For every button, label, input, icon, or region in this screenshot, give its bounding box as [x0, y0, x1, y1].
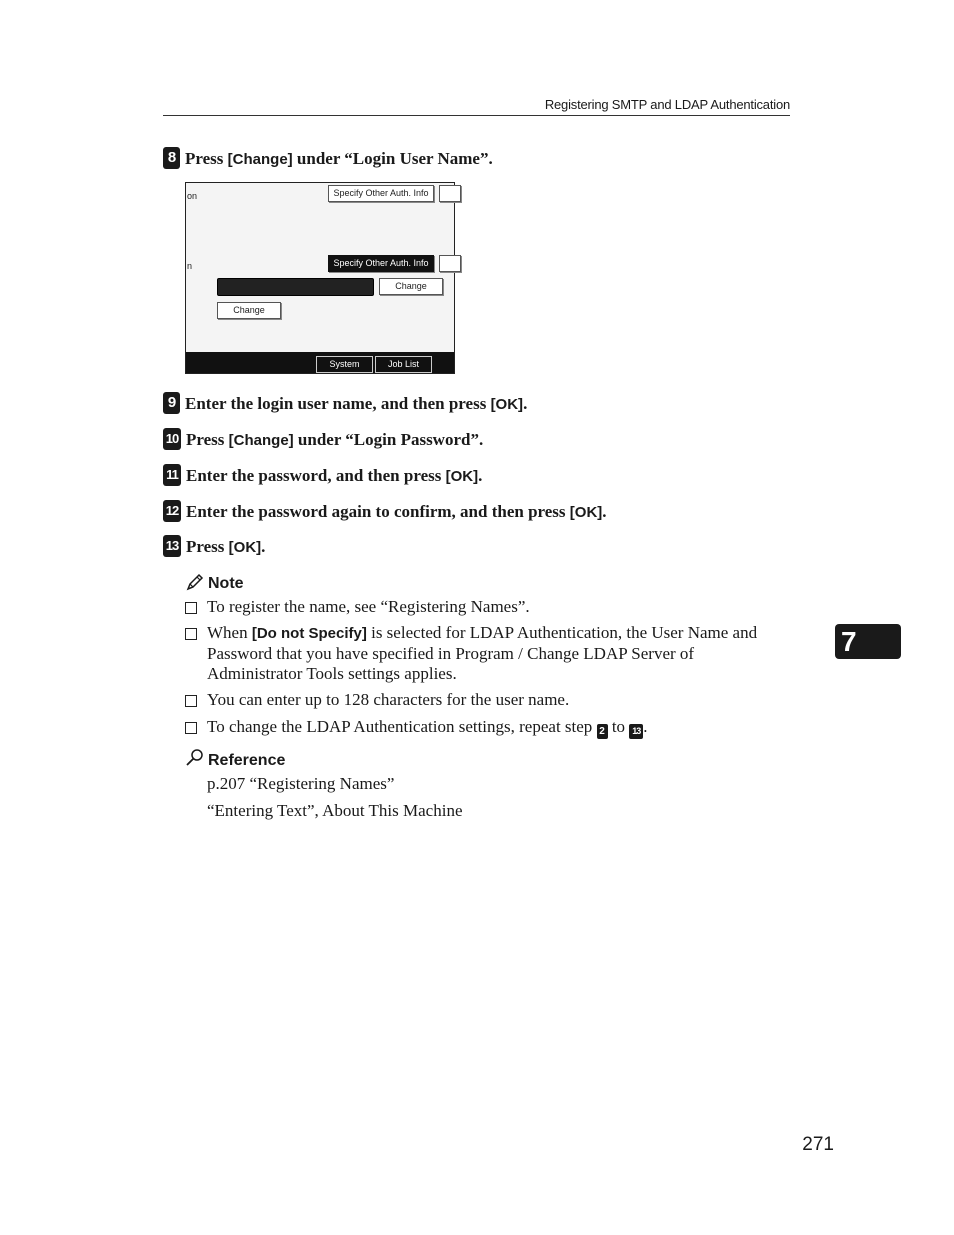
note-text-post: is selected for LDAP Authentication, the User Name and Password that you have specified in Program / Change LDAP Server of Administrator Tools settings applies.	[207, 623, 758, 683]
screen-edge-button[interactable]	[439, 255, 461, 272]
note-text-mid: to	[607, 717, 630, 736]
screen-status-bar	[186, 352, 454, 384]
checkbox-bullet-icon	[185, 602, 197, 614]
step-text-post: under “Login Password”.	[293, 430, 484, 449]
screen-label-top: on	[187, 191, 198, 201]
magnifier-icon	[185, 748, 205, 768]
step-8	[163, 147, 493, 171]
note-text-post: .	[643, 717, 648, 736]
chapter-tab: 7	[835, 624, 901, 659]
note-item-text: To register the name, see “Registering Names”.	[207, 597, 530, 616]
system-status-button[interactable]: System Status	[316, 356, 373, 373]
page-number: 271	[802, 1134, 834, 1155]
step-text-pre: Press	[186, 430, 229, 449]
note-item	[185, 597, 791, 617]
step-text-post: .	[602, 502, 607, 521]
step-text-pre: Press	[186, 537, 229, 556]
checkbox-bullet-icon	[185, 695, 197, 707]
key-label: [Change]	[227, 151, 293, 168]
step-text-post: under “Login User Name”.	[292, 149, 493, 168]
note-item	[185, 623, 791, 684]
key-label: [OK]	[445, 468, 479, 485]
step-9	[163, 392, 527, 416]
specify-other-auth-info-button[interactable]: Specify Other Auth. Info	[328, 185, 434, 202]
checkbox-bullet-icon	[185, 722, 197, 734]
note-item-text	[207, 623, 791, 684]
step-ref-badge: 2	[597, 724, 608, 739]
step-number-badge: 10	[163, 428, 181, 450]
checkbox-bullet-icon	[185, 628, 197, 640]
step-text-post: .	[478, 466, 483, 485]
step-13	[163, 535, 265, 559]
note-text-pre: When	[207, 623, 252, 642]
running-header: Registering SMTP and LDAP Authentication	[163, 96, 790, 116]
key-label: [OK]	[490, 396, 524, 413]
note-item-text	[207, 717, 791, 739]
note-item-text: You can enter up to 128 characters for the user name.	[207, 690, 570, 709]
note-text-pre: To change the LDAP Authentication settings, repeat step	[207, 717, 597, 736]
reference-link[interactable]: “Entering Text”, About This Machine	[207, 801, 463, 820]
step-11	[163, 464, 482, 488]
key-label: [Do not Specify]	[251, 625, 367, 642]
key-label: [OK]	[569, 504, 603, 521]
note-item	[185, 690, 791, 710]
step-number-badge: 9	[163, 392, 180, 414]
step-text-pre: Press	[185, 149, 228, 168]
step-text-post: .	[261, 537, 266, 556]
step-number-badge: 13	[163, 535, 181, 557]
step-text-pre: Enter the password, and then press	[186, 466, 446, 485]
note-item	[185, 717, 791, 739]
step-text-pre: Enter the login user name, and then press	[185, 394, 491, 413]
pencil-icon	[185, 572, 205, 592]
step-text-pre: Enter the password again to confirm, and then press	[186, 502, 570, 521]
note-title: Note	[208, 575, 244, 592]
key-label: [Change]	[228, 432, 294, 449]
step-12	[163, 500, 607, 524]
control-panel-screenshot	[185, 182, 455, 384]
step-10	[163, 428, 483, 452]
change-button[interactable]: Change	[217, 302, 281, 319]
job-list-button[interactable]: Job List	[375, 356, 432, 373]
step-text-post: .	[523, 394, 528, 413]
specify-other-auth-info-selected-button[interactable]: Specify Other Auth. Info	[328, 255, 434, 272]
step-number-badge: 11	[163, 464, 181, 486]
change-button[interactable]: Change	[379, 278, 443, 295]
screen-edge-button[interactable]	[439, 185, 461, 202]
step-number-badge: 8	[163, 147, 180, 169]
reference-link[interactable]: p.207 “Registering Names”	[207, 774, 395, 793]
key-label: [OK]	[228, 539, 262, 556]
reference-title: Reference	[208, 752, 286, 769]
step-ref-badge: 13	[629, 724, 643, 739]
screen-label-mid: n	[187, 261, 193, 271]
step-number-badge: 12	[163, 500, 181, 522]
login-user-name-field[interactable]	[217, 278, 374, 296]
